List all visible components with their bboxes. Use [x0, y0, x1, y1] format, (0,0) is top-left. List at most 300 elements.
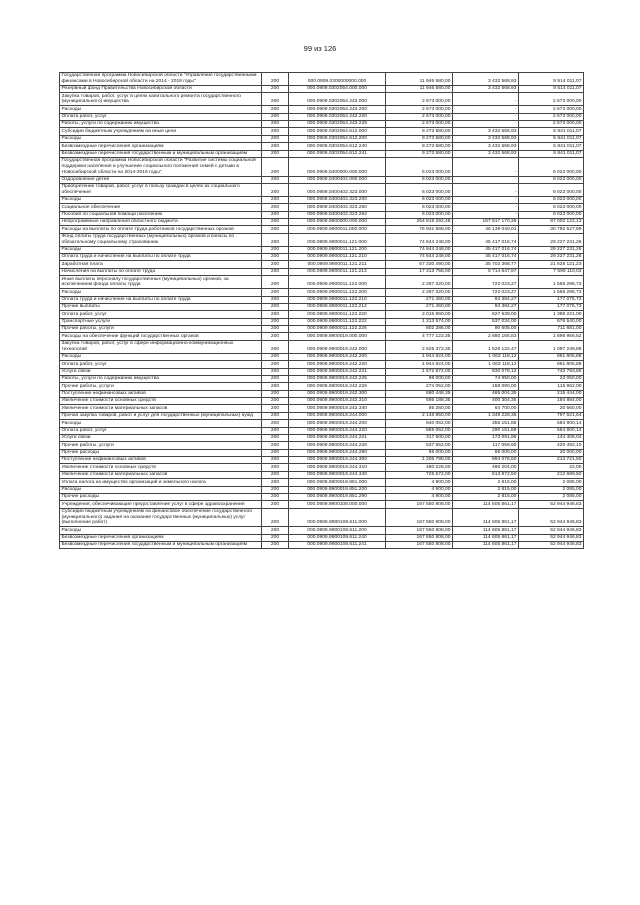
- row-classification-code-cell: 000.0909.9900019.242.340: [289, 405, 386, 412]
- row-classification-code-cell: 000.0909.9900019.242.220: [289, 361, 386, 368]
- table-row: [60, 508, 584, 527]
- row-unexecuted-amount-cell: 6 023 000,00: [519, 157, 584, 176]
- row-code-cell: 200: [262, 340, 289, 353]
- table-row: [60, 340, 584, 353]
- row-approved-amount-cell: 855 052,00: [386, 427, 453, 434]
- row-classification-code-cell: 000.0909.0302054.243.225: [289, 121, 386, 128]
- row-unexecuted-amount-cell: 420 492,10: [519, 442, 584, 449]
- row-name-cell: Прочие расходы: [60, 493, 262, 500]
- row-classification-code-cell: 000.0909.9900019.242.300: [289, 390, 386, 397]
- row-approved-amount-cell: 2 287 320,00: [386, 289, 453, 296]
- row-code-cell: 200: [262, 268, 289, 275]
- row-unexecuted-amount-cell: 8 514 011,07: [519, 85, 584, 92]
- row-code-cell: 200: [262, 449, 289, 456]
- row-approved-amount-cell: 9 273 580,00: [386, 150, 453, 157]
- row-approved-amount-cell: 74 644 248,00: [386, 233, 453, 246]
- row-unexecuted-amount-cell: 177 075,73: [519, 303, 584, 310]
- row-code-cell: 200: [262, 233, 289, 246]
- row-name-cell: Закупка товаров, работ, услуг в сфере информационно-коммуникационных технологий: [60, 340, 262, 353]
- row-approved-amount-cell: 254 819 292,48: [386, 218, 453, 225]
- row-unexecuted-amount-cell: 215 444,00: [519, 390, 584, 397]
- table-row: [60, 479, 584, 486]
- row-classification-code-cell: 000.0909.9900019.244.310: [289, 464, 386, 471]
- row-name-cell: Расходы: [60, 289, 262, 296]
- row-unexecuted-amount-cell: 22,00: [519, 464, 584, 471]
- row-name-cell: Оплата работ, услуг: [60, 113, 262, 120]
- row-executed-amount-cell: 3 432 568,93: [453, 150, 519, 157]
- table-row: [60, 268, 584, 275]
- row-executed-amount-cell: 1 063 118,12: [453, 353, 519, 360]
- row-name-cell: Услуги связи: [60, 368, 262, 375]
- row-classification-code-cell: 000.0909.9900019.244.200: [289, 420, 386, 427]
- row-code-cell: 200: [262, 353, 289, 360]
- row-classification-code-cell: 000.0909.9900019.244.000: [289, 412, 386, 419]
- row-executed-amount-cell: 114 605 861,17: [453, 501, 519, 508]
- row-code-cell: 200: [262, 427, 289, 434]
- row-classification-code-cell: 000.0909.9900019.242.200: [289, 353, 386, 360]
- row-approved-amount-cell: 167 550 808,00: [386, 534, 453, 541]
- row-unexecuted-amount-cell: 7 599 110,03: [519, 268, 584, 275]
- row-name-cell: Закупка товаров, работ, услуг в целях капитального ремонта государственного (муниципального) имущества: [60, 93, 262, 106]
- row-approved-amount-cell: 595 188,35: [386, 398, 453, 405]
- row-classification-code-cell: 000.0909.0302054.612.000: [289, 128, 386, 135]
- row-executed-amount-cell: 45 417 016,74: [453, 254, 519, 261]
- row-name-cell: Транспортные услуги: [60, 318, 262, 325]
- table-row: [60, 85, 584, 92]
- table-row: [60, 318, 584, 325]
- table-row: [60, 361, 584, 368]
- table-row: [60, 326, 584, 333]
- table-row: [60, 289, 584, 296]
- table-row: [60, 113, 584, 120]
- row-name-cell: Учреждения, обеспечивающие предоставление услуг в сфере здравоохранения: [60, 501, 262, 508]
- row-code-cell: 200: [262, 541, 289, 548]
- table-row: [60, 368, 584, 375]
- row-approved-amount-cell: 6 023 000,00: [386, 176, 453, 183]
- row-unexecuted-amount-cell: 212 699,50: [519, 471, 584, 478]
- row-classification-code-cell: 000.0909.9900108.611.200: [289, 527, 386, 534]
- row-code-cell: 200: [262, 326, 289, 333]
- table-row: [60, 226, 584, 233]
- row-executed-amount-cell: -: [453, 196, 519, 203]
- row-code-cell: 200: [262, 157, 289, 176]
- row-approved-amount-cell: 9 273 580,00: [386, 143, 453, 150]
- row-executed-amount-cell: 173 091,96: [453, 434, 519, 441]
- table-row: [60, 375, 584, 382]
- row-approved-amount-cell: 57 330 490,00: [386, 261, 453, 268]
- row-unexecuted-amount-cell: 5 841 011,07: [519, 143, 584, 150]
- row-code-cell: 200: [262, 218, 289, 225]
- table-row: [60, 303, 584, 310]
- row-executed-amount-cell: 3 432 568,93: [453, 85, 519, 92]
- table-row: [60, 121, 584, 128]
- row-unexecuted-amount-cell: 52 944 946,83: [519, 534, 584, 541]
- row-executed-amount-cell: 114 605 861,17: [453, 534, 519, 541]
- row-executed-amount-cell: 994 076,50: [453, 457, 519, 464]
- row-unexecuted-amount-cell: 6 023 000,00: [519, 204, 584, 211]
- table-row: [60, 464, 584, 471]
- table-row: [60, 353, 584, 360]
- row-executed-amount-cell: -: [453, 204, 519, 211]
- row-approved-amount-cell: 271 460,00: [386, 303, 453, 310]
- row-approved-amount-cell: 726 572,00: [386, 471, 453, 478]
- row-unexecuted-amount-cell: 711 681,00: [519, 326, 584, 333]
- row-classification-code-cell: 000.0909.9900019.244.226: [289, 442, 386, 449]
- row-approved-amount-cell: 6 023 000,00: [386, 204, 453, 211]
- row-unexecuted-amount-cell: 1 896 956,52: [519, 333, 584, 340]
- table-row: [60, 211, 584, 218]
- row-classification-code-cell: 000.0909.9900011.121.211: [289, 261, 386, 268]
- table-row: [60, 150, 584, 157]
- row-name-cell: Уплата налога на имущество организаций и земельного налога: [60, 479, 262, 486]
- row-name-cell: Непрограммные направления областного бюджета: [60, 218, 262, 225]
- row-code-cell: 200: [262, 479, 289, 486]
- row-unexecuted-amount-cell: 52 944 946,83: [519, 541, 584, 548]
- row-unexecuted-amount-cell: 6 023 000,00: [519, 196, 584, 203]
- row-code-cell: 200: [262, 261, 289, 268]
- row-name-cell: Прочие расходы: [60, 449, 262, 456]
- row-classification-code-cell: 000.0909.9900108.611.240: [289, 534, 386, 541]
- row-unexecuted-amount-cell: 29 227 231,26: [519, 254, 584, 261]
- row-classification-code-cell: 000.0909.9900019.244.300: [289, 457, 386, 464]
- row-classification-code-cell: 000.0909.9900000.000.000: [289, 218, 386, 225]
- row-executed-amount-cell: 35 702 368,77: [453, 261, 519, 268]
- row-code-cell: 200: [262, 289, 289, 296]
- row-executed-amount-cell: -: [453, 176, 519, 183]
- table-row: [60, 420, 584, 427]
- row-unexecuted-amount-cell: 5 841 011,07: [519, 150, 584, 157]
- row-approved-amount-cell: 6 023 000,00: [386, 183, 453, 196]
- row-classification-code-cell: 000.0909.0302054.612.240: [289, 143, 386, 150]
- row-executed-amount-cell: 65 000,00: [453, 449, 519, 456]
- row-executed-amount-cell: 830 078,12: [453, 368, 519, 375]
- row-code-cell: 200: [262, 93, 289, 106]
- row-executed-amount-cell: 2 880 165,83: [453, 333, 519, 340]
- row-name-cell: Субсидии бюджетным учреждениям на финансовое обеспечение государственного (муниципального) задания на оказание государственных (муниципальных) услуг (выполнение работ): [60, 508, 262, 527]
- row-approved-amount-cell: 2 287 320,00: [386, 276, 453, 289]
- table-row: [60, 73, 584, 86]
- row-classification-code-cell: 000.0909.9900011.000.000: [289, 226, 386, 233]
- row-unexecuted-amount-cell: 2 085,00: [519, 493, 584, 500]
- row-name-cell: Оплата труда и начисления на выплаты по оплате труда: [60, 254, 262, 261]
- row-code-cell: 200: [262, 457, 289, 464]
- row-classification-code-cell: 000.0909.9900019.851.000: [289, 479, 386, 486]
- row-approved-amount-cell: 11 946 580,00: [386, 85, 453, 92]
- row-classification-code-cell: 000.0909.9900108.611.241: [289, 541, 386, 548]
- row-approved-amount-cell: 167 550 808,00: [386, 508, 453, 527]
- row-name-cell: Прочие работы, услуги: [60, 326, 262, 333]
- table-row: [60, 246, 584, 253]
- row-unexecuted-amount-cell: 23 050,00: [519, 375, 584, 382]
- row-executed-amount-cell: 45 417 016,74: [453, 246, 519, 253]
- row-code-cell: 200: [262, 434, 289, 441]
- budget-table: [59, 72, 584, 549]
- row-executed-amount-cell: 3 432 568,93: [453, 135, 519, 142]
- row-code-cell: 200: [262, 375, 289, 382]
- row-executed-amount-cell: 94 384,27: [453, 303, 519, 310]
- row-executed-amount-cell: 1 063 118,12: [453, 361, 519, 368]
- row-executed-amount-cell: 513 872,50: [453, 471, 519, 478]
- row-executed-amount-cell: 2 815,00: [453, 479, 519, 486]
- row-unexecuted-amount-cell: 87 002 122,13: [519, 218, 584, 225]
- row-approved-amount-cell: 680 448,35: [386, 390, 453, 397]
- table-row: [60, 457, 584, 464]
- row-unexecuted-amount-cell: 212 721,50: [519, 457, 584, 464]
- row-name-cell: Оздоровление детей: [60, 176, 262, 183]
- row-approved-amount-cell: 11 946 580,00: [386, 73, 453, 86]
- row-approved-amount-cell: 1 572 872,00: [386, 368, 453, 375]
- row-unexecuted-amount-cell: 8 514 011,07: [519, 73, 584, 86]
- table-row: [60, 427, 584, 434]
- row-classification-code-cell: 000.0909.9900019.244.221: [289, 434, 386, 441]
- table-row: [60, 93, 584, 106]
- row-name-cell: Увеличение стоимости основных средств: [60, 398, 262, 405]
- row-name-cell: Поступление нефинансовых активов: [60, 390, 262, 397]
- row-code-cell: 200: [262, 527, 289, 534]
- row-approved-amount-cell: 1 944 924,00: [386, 361, 453, 368]
- row-unexecuted-amount-cell: 564 900,14: [519, 427, 584, 434]
- row-unexecuted-amount-cell: 2 085,00: [519, 486, 584, 493]
- row-approved-amount-cell: 98 000,00: [386, 375, 453, 382]
- row-name-cell: Прочие работы, услуги: [60, 383, 262, 390]
- row-name-cell: Услуги связи: [60, 434, 262, 441]
- row-code-cell: 200: [262, 296, 289, 303]
- row-unexecuted-amount-cell: 194 884,00: [519, 398, 584, 405]
- row-name-cell: Безвозмездные перечисления государственным и муниципальным организациям: [60, 541, 262, 548]
- row-code-cell: 200: [262, 303, 289, 310]
- row-name-cell: Расходы на обеспечение функций государственных органов: [60, 333, 262, 340]
- row-executed-amount-cell: 2 815,00: [453, 486, 519, 493]
- row-approved-amount-cell: 1 206 798,00: [386, 457, 453, 464]
- row-classification-code-cell: 000.0909.0302054.000.000: [289, 85, 386, 92]
- row-executed-amount-cell: 722 023,27: [453, 289, 519, 296]
- table-row: [60, 218, 584, 225]
- row-classification-code-cell: 000.0909.9900019.242.221: [289, 368, 386, 375]
- row-name-cell: Расходы: [60, 353, 262, 360]
- row-name-cell: Фонд оплаты труда государственных (муниципальных) органов и взносы по обязательному социальному страхованию: [60, 233, 262, 246]
- table-row: [60, 106, 584, 113]
- row-classification-code-cell: 000.0909.9900019.000.000: [289, 333, 386, 340]
- page-number: 99 из 126: [303, 44, 337, 53]
- table-row: [60, 471, 584, 478]
- row-code-cell: 200: [262, 73, 289, 86]
- row-code-cell: 200: [262, 211, 289, 218]
- row-approved-amount-cell: 74 644 248,00: [386, 254, 453, 261]
- row-executed-amount-cell: -: [453, 93, 519, 106]
- row-executed-amount-cell: 94 384,27: [453, 296, 519, 303]
- row-classification-code-cell: 000.0909.9900019.244.220: [289, 427, 386, 434]
- table-row: [60, 398, 584, 405]
- row-code-cell: 200: [262, 113, 289, 120]
- table-row: [60, 442, 584, 449]
- row-classification-code-cell: 000.0909.9900011.122.222: [289, 318, 386, 325]
- row-unexecuted-amount-cell: 881 805,88: [519, 361, 584, 368]
- row-approved-amount-cell: 4 777 122,35: [386, 333, 453, 340]
- row-approved-amount-cell: 2 673 000,00: [386, 93, 453, 106]
- row-name-cell: Расходы: [60, 196, 262, 203]
- row-approved-amount-cell: 274 052,00: [386, 383, 453, 390]
- row-name-cell: Прочие выплаты: [60, 303, 262, 310]
- row-executed-amount-cell: 480 204,00: [453, 464, 519, 471]
- table-row: [60, 412, 584, 419]
- row-classification-code-cell: 000.0909.9900108.000.000: [289, 501, 386, 508]
- row-classification-code-cell: 000.0909.9900019.242.000: [289, 340, 386, 353]
- row-unexecuted-amount-cell: 5 841 011,07: [519, 135, 584, 142]
- row-approved-amount-cell: 2 625 372,35: [386, 340, 453, 353]
- row-unexecuted-amount-cell: 2 673 000,00: [519, 93, 584, 106]
- row-code-cell: 200: [262, 412, 289, 419]
- row-executed-amount-cell: 114 605 861,17: [453, 527, 519, 534]
- row-classification-code-cell: 000.0909.9900011.122.210: [289, 296, 386, 303]
- row-executed-amount-cell: 400 304,35: [453, 398, 519, 405]
- row-unexecuted-amount-cell: 144 408,04: [519, 434, 584, 441]
- row-name-cell: Субсидии бюджетным учреждениям на иные цели: [60, 128, 262, 135]
- row-code-cell: 200: [262, 486, 289, 493]
- row-classification-code-cell: 000.0909.9900019.244.340: [289, 471, 386, 478]
- table-row: [60, 254, 584, 261]
- row-code-cell: 200: [262, 333, 289, 340]
- row-unexecuted-amount-cell: 1 565 296,73: [519, 276, 584, 289]
- row-name-cell: Государственная программа Новосибирской области "Развитие системы социальной поддержки населения и улучшение социального положения семей с детьми в Новосибирской области на 2014-2019 годы": [60, 157, 262, 176]
- row-classification-code-cell: 000.0909.9900011.122.200: [289, 289, 386, 296]
- table-row: [60, 196, 584, 203]
- table-row: [60, 527, 584, 534]
- row-name-cell: Работы, услуги по содержанию имущества: [60, 121, 262, 128]
- row-code-cell: 200: [262, 246, 289, 253]
- table-row: [60, 534, 584, 541]
- row-name-cell: Заработная плата: [60, 261, 262, 268]
- row-classification-code-cell: 000.0909.9900011.121.000: [289, 233, 386, 246]
- row-executed-amount-cell: 9 714 647,97: [453, 268, 519, 275]
- row-classification-code-cell: 000.0909.9900011.121.213: [289, 268, 386, 275]
- row-code-cell: 200: [262, 390, 289, 397]
- row-unexecuted-amount-cell: 676 540,00: [519, 318, 584, 325]
- row-code-cell: 200: [262, 534, 289, 541]
- row-code-cell: 200: [262, 442, 289, 449]
- row-approved-amount-cell: 6 023 000,00: [386, 196, 453, 203]
- table-row: [60, 449, 584, 456]
- row-name-cell: Иные выплаты персоналу государственных (муниципальных) органов, за исключением фонда оплаты труда: [60, 276, 262, 289]
- row-unexecuted-amount-cell: 115 962,00: [519, 383, 584, 390]
- table-row: [60, 434, 584, 441]
- row-executed-amount-cell: 90 605,00: [453, 326, 519, 333]
- row-code-cell: 200: [262, 85, 289, 92]
- row-code-cell: 200: [262, 508, 289, 527]
- row-approved-amount-cell: 317 500,00: [386, 434, 453, 441]
- row-unexecuted-amount-cell: 6 023 000,00: [519, 211, 584, 218]
- row-approved-amount-cell: 2 673 000,00: [386, 121, 453, 128]
- row-approved-amount-cell: 940 052,00: [386, 420, 453, 427]
- table-row: [60, 233, 584, 246]
- row-unexecuted-amount-cell: 797 621,64: [519, 412, 584, 419]
- table-row: [60, 311, 584, 318]
- row-executed-amount-cell: 114 605 861,17: [453, 508, 519, 527]
- row-code-cell: 200: [262, 361, 289, 368]
- row-approved-amount-cell: 9 273 580,00: [386, 128, 453, 135]
- row-classification-code-cell: 000.0909.9900019.851.290: [289, 493, 386, 500]
- row-approved-amount-cell: 537 552,00: [386, 442, 453, 449]
- row-unexecuted-amount-cell: 2 673 000,00: [519, 106, 584, 113]
- row-executed-amount-cell: 158 090,00: [453, 383, 519, 390]
- row-executed-amount-cell: 2 815,00: [453, 493, 519, 500]
- table-row: [60, 176, 584, 183]
- row-classification-code-cell: 000.0909.0400402.323.260: [289, 204, 386, 211]
- row-name-cell: Увеличение стоимости основных средств: [60, 464, 262, 471]
- table-row: [60, 383, 584, 390]
- row-approved-amount-cell: 167 550 808,00: [386, 541, 453, 548]
- row-unexecuted-amount-cell: 1 097 249,88: [519, 340, 584, 353]
- row-name-cell: Социальное обеспечение: [60, 204, 262, 211]
- table-row: [60, 390, 584, 397]
- row-classification-code-cell: 000.0909.0400000.000.000: [289, 157, 386, 176]
- row-approved-amount-cell: 1 944 924,00: [386, 353, 453, 360]
- row-name-cell: Оплата труда и начисления на выплаты по оплате труда: [60, 296, 262, 303]
- row-classification-code-cell: 000.0909.9900011.121.200: [289, 246, 386, 253]
- row-code-cell: 200: [262, 420, 289, 427]
- row-name-cell: Безвозмездные перечисления организациям: [60, 143, 262, 150]
- row-unexecuted-amount-cell: 20 000,00: [519, 449, 584, 456]
- row-unexecuted-amount-cell: 52 944 946,83: [519, 501, 584, 508]
- row-executed-amount-cell: 74 950,00: [453, 375, 519, 382]
- row-classification-code-cell: 000.0909.9900011.122.226: [289, 326, 386, 333]
- table-row: [60, 276, 584, 289]
- row-unexecuted-amount-cell: 6 023 000,00: [519, 176, 584, 183]
- row-executed-amount-cell: -: [453, 211, 519, 218]
- row-executed-amount-cell: 722 023,27: [453, 276, 519, 289]
- row-code-cell: 200: [262, 135, 289, 142]
- row-unexecuted-amount-cell: 21 628 121,23: [519, 261, 584, 268]
- table-row: [60, 157, 584, 176]
- row-code-cell: 200: [262, 311, 289, 318]
- row-code-cell: 200: [262, 150, 289, 157]
- row-code-cell: 200: [262, 176, 289, 183]
- row-executed-amount-cell: 45 417 016,74: [453, 233, 519, 246]
- row-name-cell: Расходы на выплаты по оплате труда работников государственных органов: [60, 226, 262, 233]
- row-name-cell: Безвозмездные перечисления организациям: [60, 534, 262, 541]
- row-approved-amount-cell: 76 931 568,00: [386, 226, 453, 233]
- row-classification-code-cell: 000.0909.0302054.612.200: [289, 135, 386, 142]
- row-executed-amount-cell: 355 151,86: [453, 420, 519, 427]
- row-code-cell: 200: [262, 226, 289, 233]
- row-classification-code-cell: 000.0909.9900019.851.200: [289, 486, 386, 493]
- row-executed-amount-cell: 167 817 170,36: [453, 218, 519, 225]
- row-approved-amount-cell: 480 226,00: [386, 464, 453, 471]
- row-classification-code-cell: 000.0909.9900019.242.225: [289, 375, 386, 382]
- table-row: [60, 333, 584, 340]
- row-name-cell: Расходы: [60, 420, 262, 427]
- table-row: [60, 128, 584, 135]
- row-executed-amount-cell: 64 700,00: [453, 405, 519, 412]
- row-code-cell: 200: [262, 196, 289, 203]
- row-unexecuted-amount-cell: 177 075,73: [519, 296, 584, 303]
- row-name-cell: Безвозмездные перечисления государственным и муниципальным организациям: [60, 150, 262, 157]
- table-row: [60, 204, 584, 211]
- row-classification-code-cell: 000.0909.9900019.244.290: [289, 449, 386, 456]
- row-classification-code-cell: 000.0909.0302054.612.241: [289, 150, 386, 157]
- row-name-cell: Оплата работ, услуг: [60, 361, 262, 368]
- row-approved-amount-cell: 1 213 574,00: [386, 318, 453, 325]
- row-unexecuted-amount-cell: 5 841 011,07: [519, 128, 584, 135]
- row-unexecuted-amount-cell: 2 673 000,00: [519, 121, 584, 128]
- row-classification-code-cell: 000.0909.9900019.242.310: [289, 398, 386, 405]
- table-row: [60, 486, 584, 493]
- row-name-cell: Оплата работ, услуг: [60, 311, 262, 318]
- row-executed-amount-cell: -: [453, 106, 519, 113]
- row-executed-amount-cell: 46 139 040,01: [453, 226, 519, 233]
- row-code-cell: 200: [262, 121, 289, 128]
- row-name-cell: Пособия по социальной помощи населению: [60, 211, 262, 218]
- row-name-cell: Увеличение стоимости материальных запасов: [60, 405, 262, 412]
